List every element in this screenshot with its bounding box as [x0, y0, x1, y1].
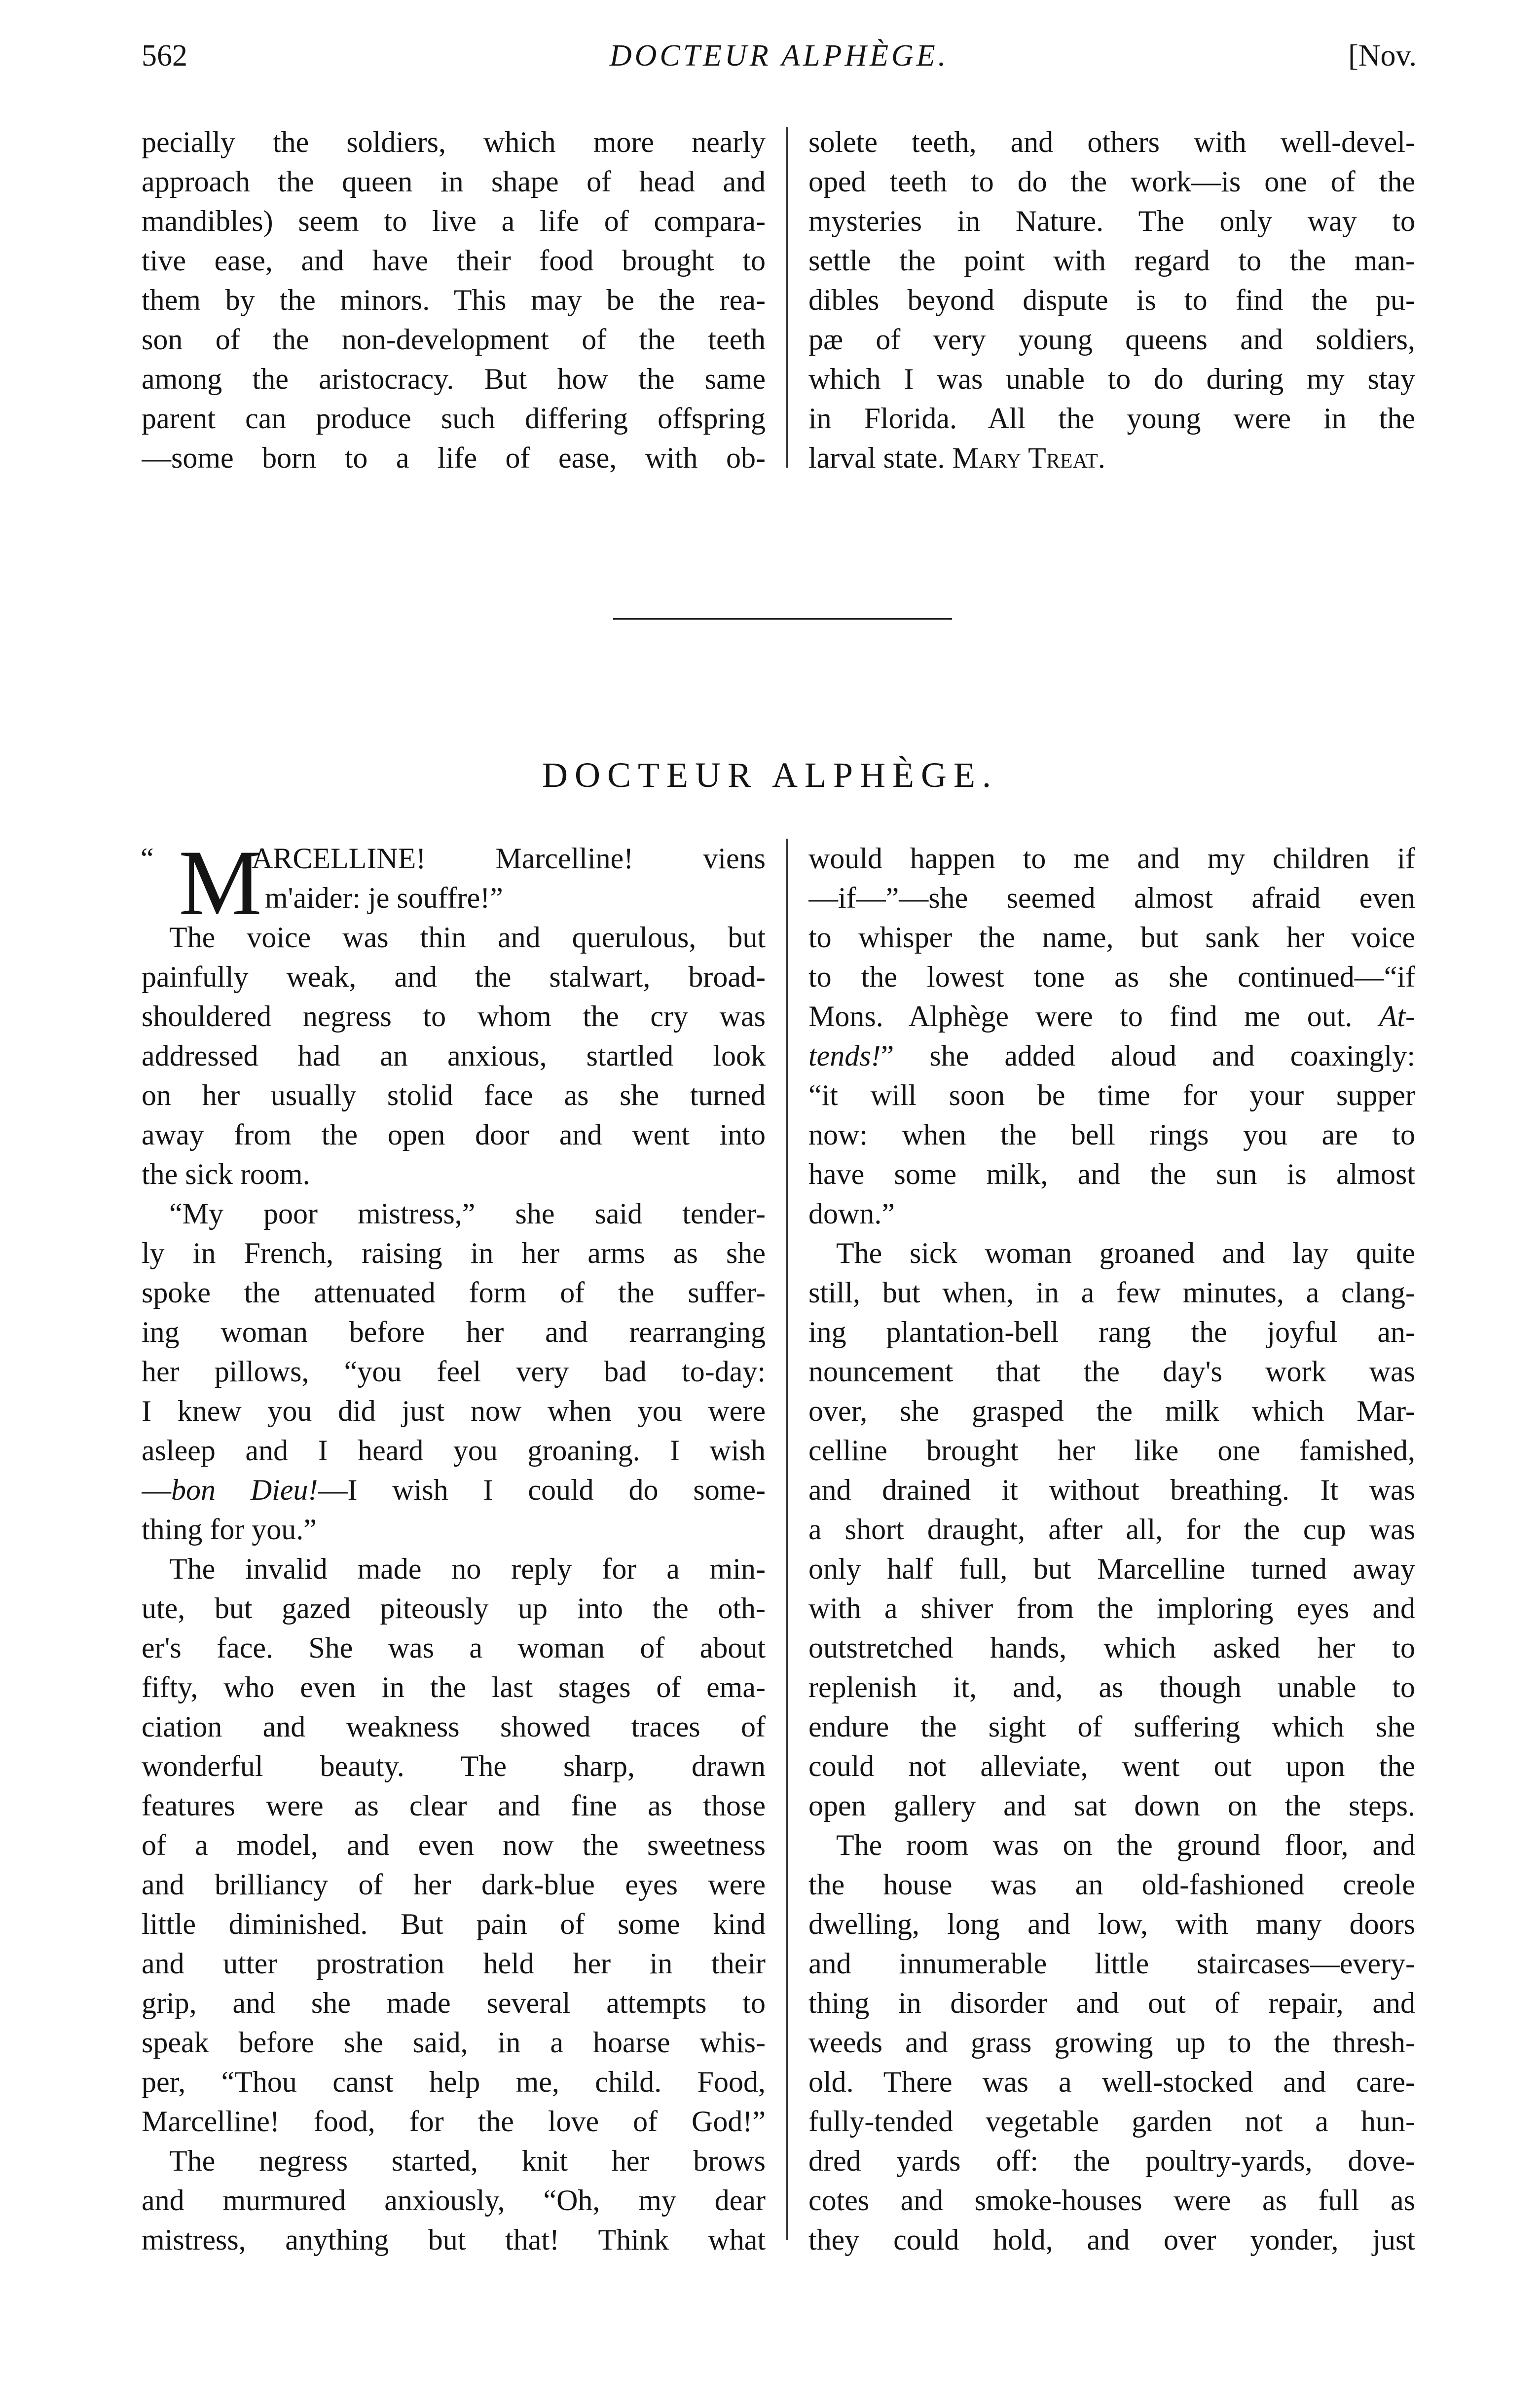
text-segment: “it will soon be time for your supper [808, 1079, 1415, 1111]
text-line [142, 1628, 766, 1667]
text-line [808, 1431, 1415, 1470]
text-line [808, 122, 1415, 162]
text-line [142, 1115, 766, 1154]
text-segment: son of the non-development of the teeth [142, 323, 766, 356]
text-line [808, 1746, 1415, 1786]
text-line [808, 2181, 1415, 2220]
text-segment: a short draught, after all, for the cup was [808, 1513, 1415, 1546]
text-line [142, 918, 766, 957]
text-line [142, 1786, 766, 1825]
text-segment: little diminished. But pain of some kind [142, 1908, 766, 1940]
text-segment: the sick room. [142, 1158, 310, 1190]
text-line [142, 1233, 766, 1273]
text-line [808, 1312, 1415, 1352]
text-line [808, 2023, 1415, 2062]
text-segment: features were as clear and fine as those [142, 1789, 766, 1822]
text-line [808, 1667, 1415, 1707]
text-line [808, 878, 1415, 918]
text-segment: The sick woman groaned and lay quite [836, 1237, 1415, 1269]
text-line [142, 438, 766, 478]
text-segment: grip, and she made several attempts to [142, 1987, 766, 2019]
text-segment: spoke the attenuated form of the suffer- [142, 1276, 766, 1309]
text-line [808, 1944, 1415, 1983]
text-segment: dibles beyond dispute is to find the pu- [808, 284, 1415, 316]
text-line [808, 1154, 1415, 1194]
text-line [142, 1273, 766, 1312]
text-segment: mandibles) seem to live a life of compara- [142, 205, 766, 237]
text-segment: over, she grasped the milk which Mar- [808, 1395, 1415, 1427]
text-segment: ute, but gazed piteously up into the oth- [142, 1592, 766, 1625]
opening-quote: “ [141, 842, 154, 875]
text-line [808, 201, 1415, 241]
text-segment: fully-tended vegetable garden not a hun- [808, 2105, 1415, 2138]
text-line [808, 1904, 1415, 1944]
text-line [142, 1707, 766, 1746]
text-segment: settle the point with regard to the man- [808, 244, 1415, 277]
text-segment: mistress, anything but that! Think what [142, 2223, 766, 2256]
text-line [142, 2062, 766, 2102]
italic-text: tends! [808, 1039, 881, 1072]
text-segment: to the lowest tone as she continued—“if [808, 961, 1415, 993]
text-segment: ” she added aloud and coaxingly: [880, 1039, 1415, 1072]
italic-text: bon Dieu! [171, 1474, 318, 1506]
text-line [808, 1075, 1415, 1115]
text-line [142, 1825, 766, 1865]
text-segment: only half full, but Marcelline turned away [808, 1553, 1415, 1585]
text-line [808, 839, 1415, 878]
text-segment: and utter prostration held her in their [142, 1947, 766, 1980]
text-segment: on her usually stolid face as she turned [142, 1079, 766, 1111]
text-line [808, 1391, 1415, 1431]
article-right-column [808, 839, 1415, 2259]
text-segment: the house was an old-fashioned creole [808, 1868, 1415, 1901]
text-segment: The invalid made no reply for a min- [169, 1553, 766, 1585]
text-segment: —some born to a life of ease, with ob- [142, 442, 766, 474]
text-segment: —if—”—she seemed almost afraid even [808, 882, 1415, 914]
text-line [142, 1352, 766, 1391]
text-line [808, 1115, 1415, 1154]
text-line [808, 957, 1415, 997]
text-segment: could not alleviate, went out upon the [808, 1750, 1415, 1782]
text-line [142, 1075, 766, 1115]
text-segment: would happen to me and my children if [808, 842, 1415, 875]
article-separator-rule [613, 618, 952, 620]
text-segment: fifty, who even in the last stages of ema- [142, 1671, 766, 1703]
text-segment: in Florida. All the young were in the [808, 402, 1415, 435]
text-segment: her pillows, “you feel very bad to-day: [142, 1355, 766, 1388]
column-rule [786, 839, 788, 2240]
text-segment: ly in French, raising in her arms as she [142, 1237, 766, 1269]
text-line [142, 1194, 766, 1233]
text-segment: oped teeth to do the work—is one of the [808, 165, 1415, 198]
text-line [808, 241, 1415, 280]
text-segment: still, but when, in a few minutes, a clang- [808, 1276, 1415, 1309]
text-segment: of a model, and even now the sweetness [142, 1829, 766, 1861]
text-segment: per, “Thou canst help me, child. Food, [142, 2066, 766, 2098]
text-line [808, 1352, 1415, 1391]
text-line [142, 320, 766, 359]
issue-month: [Nov. [1348, 39, 1417, 73]
text-line [142, 1312, 766, 1352]
text-segment: outstretched hands, which asked her to [808, 1631, 1415, 1664]
text-segment: speak before she said, in a hoarse whis- [142, 2026, 766, 2059]
text-line [142, 1667, 766, 1707]
text-segment: The negress started, knit her brows [169, 2145, 766, 2177]
text-segment: away from the open door and went into [142, 1118, 766, 1151]
text-segment: —I wish I could do some- [318, 1474, 766, 1506]
text-line [808, 2141, 1415, 2181]
text-line [142, 2181, 766, 2220]
text-line [142, 2102, 766, 2141]
text-segment: have some milk, and the sun is almost [808, 1158, 1415, 1190]
text-segment: which I was unable to do during my stay [808, 363, 1415, 395]
text-segment: weeds and grass growing up to the thresh- [808, 2026, 1415, 2059]
text-segment: ARCELLINE! Marcelline! viens [252, 842, 766, 875]
text-segment: thing in disorder and out of repair, and [808, 1987, 1415, 2019]
text-segment: open gallery and sat down on the steps. [808, 1789, 1415, 1822]
text-line [142, 2141, 766, 2181]
text-line [808, 1628, 1415, 1667]
text-segment: approach the queen in shape of head and [142, 165, 766, 198]
text-segment: wonderful beauty. The sharp, drawn [142, 1750, 766, 1782]
text-line [808, 918, 1415, 957]
text-line [808, 1983, 1415, 2023]
text-line [808, 2102, 1415, 2141]
text-segment: thing for you.” [142, 1513, 317, 1546]
text-segment: solete teeth, and others with well-devel- [808, 126, 1415, 158]
text-line [142, 1470, 766, 1510]
drop-cap: M [179, 831, 262, 935]
article-left-column [142, 831, 766, 2259]
text-segment: The room was on the ground floor, and [836, 1829, 1415, 1861]
text-segment: painfully weak, and the stalwart, broad- [142, 961, 766, 993]
article-title: DOCTEUR ALPHÈGE. [542, 755, 998, 795]
text-line [808, 1470, 1415, 1510]
text-line [142, 1589, 766, 1628]
text-segment: and drained it without breathing. It was [808, 1474, 1415, 1506]
text-line [142, 162, 766, 201]
text-line [142, 1983, 766, 2023]
text-segment: tive ease, and have their food brought to [142, 244, 766, 277]
text-segment: and brilliancy of her dark-blue eyes were [142, 1868, 766, 1901]
text-segment: Marcelline! food, for the love of God!” [142, 2105, 766, 2138]
text-line [142, 957, 766, 997]
text-line [808, 438, 1415, 478]
text-segment: among the aristocracy. But how the same [142, 363, 766, 395]
text-line [142, 2220, 766, 2259]
text-line [142, 997, 766, 1036]
text-line [142, 2023, 766, 2062]
text-line [808, 997, 1415, 1036]
text-line [808, 1786, 1415, 1825]
text-segment: and murmured anxiously, “Oh, my dear [142, 2184, 766, 2217]
text-segment: cotes and smoke-houses were as full as [808, 2184, 1415, 2217]
text-segment: “My poor mistress,” she said tender- [169, 1197, 766, 1230]
text-line [808, 1273, 1415, 1312]
text-line [808, 1194, 1415, 1233]
text-segment: dred yards off: the poultry-yards, dove- [808, 2145, 1415, 2177]
text-segment: them by the minors. This may be the rea- [142, 284, 766, 316]
text-line [142, 1036, 766, 1075]
text-segment: nouncement that the day's work was [808, 1355, 1415, 1388]
text-line [142, 241, 766, 280]
text-line [808, 399, 1415, 438]
text-line [142, 1431, 766, 1470]
text-line [808, 1825, 1415, 1865]
italic-text: At- [1379, 1000, 1415, 1033]
text-segment: now: when the bell rings you are to [808, 1118, 1415, 1151]
text-segment: addressed had an anxious, startled look [142, 1039, 766, 1072]
text-segment: Mons. Alphège were to find me out. [808, 1000, 1379, 1033]
text-segment: shouldered negress to whom the cry was [142, 1000, 766, 1033]
text-segment: parent can produce such differing offspring [142, 402, 766, 435]
text-line [808, 1865, 1415, 1904]
text-line [142, 839, 766, 878]
text-line [142, 1865, 766, 1904]
text-segment: — [142, 1474, 171, 1506]
running-title: DOCTEUR ALPHÈGE. [609, 39, 949, 73]
text-segment: down.” [808, 1197, 895, 1230]
text-segment: celline brought her like one famished, [808, 1434, 1415, 1467]
text-line [808, 1036, 1415, 1075]
text-segment: dwelling, long and low, with many doors [808, 1908, 1415, 1940]
text-line [808, 2062, 1415, 2102]
text-segment: and innumerable little staircases—every- [808, 1947, 1415, 1980]
text-segment: ing woman before her and rearranging [142, 1316, 766, 1348]
text-segment: ing plantation-bell rang the joyful an- [808, 1316, 1415, 1348]
text-line [142, 1904, 766, 1944]
text-line [142, 201, 766, 241]
text-line [142, 878, 766, 918]
text-line [142, 1549, 766, 1589]
text-line [808, 1707, 1415, 1746]
text-line [808, 1589, 1415, 1628]
column-rule [786, 127, 788, 468]
running-head [142, 38, 1417, 83]
text-segment: asleep and I heard you groaning. I wish [142, 1434, 766, 1467]
text-line [142, 399, 766, 438]
text-segment: endure the sight of suffering which she [808, 1710, 1415, 1743]
previous-article-left-column [142, 122, 766, 478]
text-line [808, 1549, 1415, 1589]
text-segment: er's face. She was a woman of about [142, 1631, 766, 1664]
author-signature: Mary Treat. [952, 442, 1105, 474]
text-line [808, 320, 1415, 359]
text-line [808, 162, 1415, 201]
text-segment: I knew you did just now when you were [142, 1395, 766, 1427]
text-line [142, 1391, 766, 1431]
text-line [808, 359, 1415, 399]
text-segment: with a shiver from the imploring eyes and [808, 1592, 1415, 1625]
text-segment: mysteries in Nature. The only way to [808, 205, 1415, 237]
text-line [808, 2220, 1415, 2259]
text-line [142, 1746, 766, 1786]
text-segment: old. There was a well-stocked and care- [808, 2066, 1415, 2098]
text-line [808, 280, 1415, 320]
text-line [142, 1944, 766, 1983]
text-line [808, 1510, 1415, 1549]
text-segment: to whisper the name, but sank her voice [808, 921, 1415, 954]
text-segment: The voice was thin and querulous, but [169, 921, 766, 954]
text-segment: they could hold, and over yonder, just [808, 2223, 1415, 2256]
text-line [142, 122, 766, 162]
text-line [142, 1510, 766, 1549]
text-segment: m'aider: je souffre!” [265, 882, 503, 914]
text-segment: larval state. [808, 442, 953, 474]
text-line [808, 1233, 1415, 1273]
text-line [142, 1154, 766, 1194]
text-line [142, 359, 766, 399]
text-segment: pæ of very young queens and soldiers, [808, 323, 1415, 356]
text-line [142, 280, 766, 320]
text-segment: ciation and weakness showed traces of [142, 1710, 766, 1743]
text-segment: replenish it, and, as though unable to [808, 1671, 1415, 1703]
page-number: 562 [142, 39, 187, 73]
text-segment: pecially the soldiers, which more nearly [142, 126, 766, 158]
previous-article-right-column [808, 122, 1415, 478]
